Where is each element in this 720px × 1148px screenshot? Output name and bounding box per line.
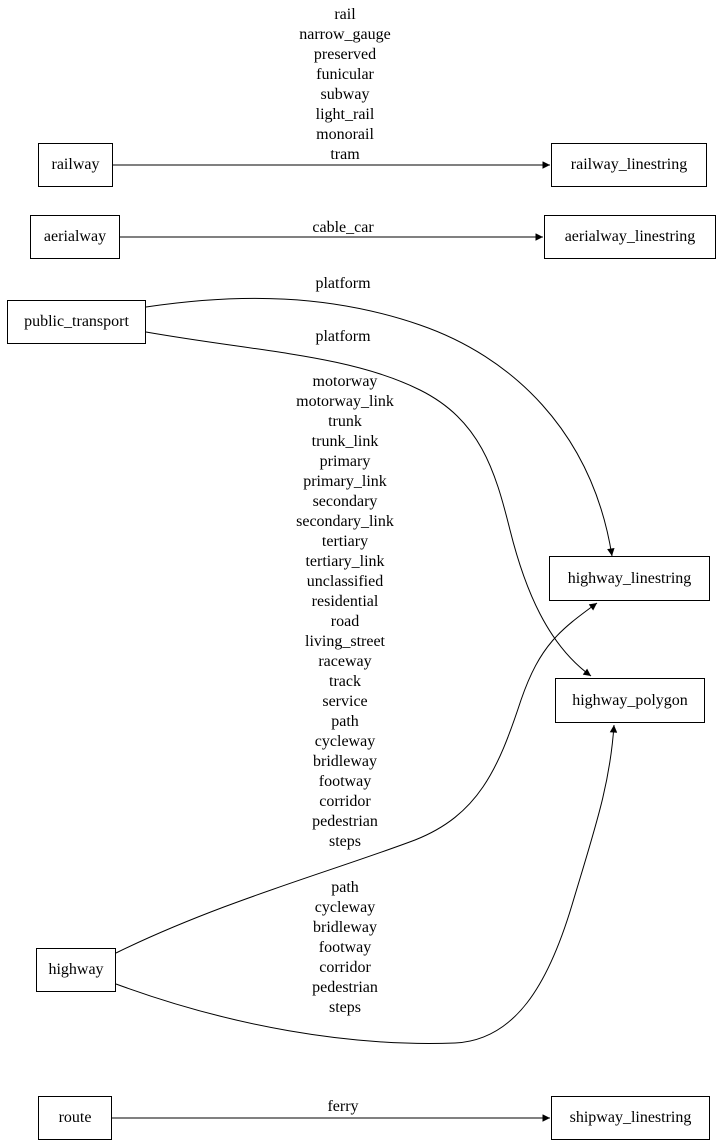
- node-label-aerialway: aerialway: [43, 228, 107, 245]
- node-label-route: route: [58, 1109, 92, 1126]
- edge-label-line: bridleway: [313, 753, 377, 770]
- edge-label-line: service: [322, 693, 368, 710]
- node-label-public_transport: public_transport: [24, 313, 129, 330]
- edge-label-line: steps: [329, 999, 361, 1016]
- node-highway: [36, 948, 116, 992]
- node-railway_linestring: [551, 143, 707, 187]
- edge-label-railway-to-railway_linestring: [299, 5, 391, 165]
- edge-label-public_transport-to-highway_polygon: [315, 327, 370, 347]
- node-label-railway_linestring: railway_linestring: [570, 156, 688, 173]
- node-label-highway: highway: [48, 961, 104, 978]
- node-highway_polygon: [555, 678, 705, 723]
- edge-label-line: platform: [315, 328, 371, 345]
- node-highway_linestring: [549, 556, 710, 601]
- edge-label-line: living_street: [305, 633, 385, 650]
- edge-label-line: preserved: [313, 46, 377, 63]
- edge-label-line: residential: [311, 593, 379, 610]
- edge-label-line: path: [331, 713, 359, 730]
- edge-label-line: pedestrian: [312, 813, 378, 830]
- edge-label-line: narrow_gauge: [299, 26, 391, 43]
- node-public_transport: [7, 300, 146, 344]
- edge-label-line: unclassified: [306, 573, 384, 590]
- edge-label-line: corridor: [319, 959, 371, 976]
- node-label-highway_polygon: highway_polygon: [572, 691, 688, 709]
- node-route: [38, 1096, 112, 1140]
- edge-label-route-to-shipway_linestring: [327, 1097, 358, 1117]
- edge-label-line: path: [331, 879, 359, 896]
- edge-label-aerialway-to-aerialway_linestring: [312, 218, 373, 238]
- node-label-highway_linestring: highway_linestring: [567, 569, 692, 587]
- edge-label-line: secondary: [312, 493, 378, 510]
- edge-label-line: primary: [319, 453, 371, 470]
- edge-label-line: secondary_link: [296, 513, 394, 530]
- edge-label-line: rail: [334, 6, 356, 23]
- edge-label-line: steps: [328, 833, 361, 850]
- edge-label-line: track: [329, 673, 361, 690]
- node-shipway_linestring: [551, 1096, 710, 1140]
- edge-label-line: ferry: [327, 1098, 359, 1115]
- edge-label-line: motorway_link: [296, 393, 394, 410]
- edge-label-line: road: [330, 613, 360, 630]
- edge-label-line: cycleway: [314, 733, 376, 750]
- node-aerialway: [30, 215, 120, 259]
- node-label-shipway_linestring: shipway_linestring: [569, 1109, 692, 1126]
- node-aerialway_linestring: [544, 215, 716, 259]
- node-railway: [38, 143, 113, 187]
- edge-label-line: motorway: [312, 373, 378, 390]
- edge-label-line: trunk_link: [311, 433, 379, 450]
- node-label-railway: railway: [51, 156, 100, 173]
- edge-label-line: tertiary: [321, 533, 369, 550]
- node-label-aerialway_linestring: aerialway_linestring: [564, 228, 696, 245]
- edge-label-line: cycleway: [314, 899, 376, 916]
- edge-label-line: tram: [330, 146, 360, 163]
- edge-label-line: pedestrian: [312, 979, 378, 996]
- edge-label-line: funicular: [316, 66, 374, 83]
- edge-label-line: cable_car: [312, 219, 374, 236]
- edge-label-line: light_rail: [315, 106, 375, 123]
- edge-label-line: monorail: [316, 126, 374, 143]
- edge-label-line: trunk: [328, 413, 362, 430]
- edge-label-line: primary_link: [303, 473, 387, 490]
- edge-label-line: tertiary_link: [305, 553, 385, 570]
- edge-label-line: bridleway: [313, 919, 377, 936]
- edge-label-line: footway: [318, 773, 372, 790]
- edge-label-line: raceway: [318, 653, 372, 670]
- edge-label-line: footway: [318, 939, 372, 956]
- edge-label-line: platform: [315, 275, 371, 292]
- edge-label-line: subway: [320, 86, 370, 103]
- edge-label-highway-to-highway_polygon: [312, 878, 378, 1018]
- edge-label-public_transport-to-highway_linestring: [315, 274, 370, 294]
- edge-label-highway-to-highway_linestring: [296, 372, 394, 852]
- edge-label-line: corridor: [319, 793, 371, 810]
